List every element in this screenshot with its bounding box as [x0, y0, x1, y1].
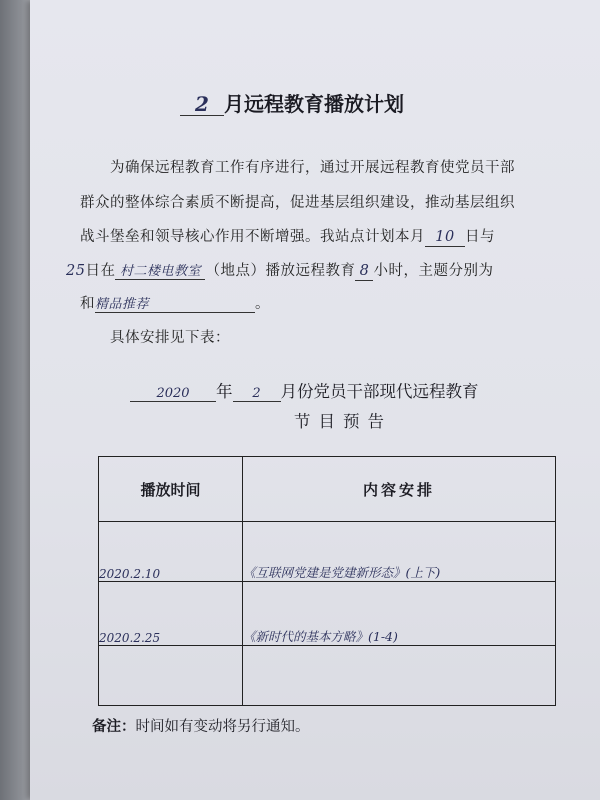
paragraph-line-6: 具体安排见下表：: [110, 330, 230, 346]
location-blank: 村二楼电教室: [115, 265, 205, 280]
date-start-blank: 10: [425, 230, 465, 247]
note-label: 备注：: [92, 719, 136, 735]
note-text: 时间如有变动将另行通知。: [135, 719, 310, 735]
subtitle-month-blank: 2: [233, 387, 281, 402]
paragraph-line-4: 25日在 村二楼电教室 （地点）播放远程教育 8 小时，主题分别为: [66, 263, 494, 279]
program-subtitle: 2020 年 2 月份党员干部现代远程教育: [130, 378, 479, 402]
program-subtitle-line-2: 节目预告: [294, 412, 392, 431]
hours-blank: 8: [355, 264, 373, 281]
date-end-handwritten: 25: [66, 263, 86, 279]
table-header-row: [99, 457, 556, 522]
title-text: 月远程教育播放计划: [224, 92, 404, 116]
table-row: [99, 646, 556, 706]
row-2-content: 《新时代的基本方略》(1-4): [243, 582, 556, 646]
paragraph-line-5: 和精品推荐 。: [80, 296, 270, 312]
title-month-blank: 2: [180, 93, 224, 116]
page-edge: [0, 0, 30, 800]
schedule-table: [98, 456, 556, 706]
row-3-content: [243, 646, 556, 706]
subtitle-year-blank: 2020: [130, 387, 216, 402]
paragraph-line-2: 群众的整体综合素质不断提高，促进基层组织建设，推动基层组织: [80, 195, 515, 211]
header-broadcast-time: 播放时间: [99, 457, 243, 522]
header-content: 内容安排: [243, 457, 556, 522]
table-row: [99, 522, 556, 582]
row-1-content: 《互联网党建是党建新形态》(上下): [243, 522, 556, 582]
footer-note: [92, 715, 310, 736]
table-row: [99, 582, 556, 646]
document-title: [180, 88, 404, 117]
row-3-time: [99, 646, 243, 706]
row-2-time: 2020.2.25: [99, 582, 243, 646]
theme-blank: 精品推荐: [95, 298, 255, 313]
row-1-time: 2020.2.10: [99, 522, 243, 582]
paragraph-line-1: 为确保远程教育工作有序进行，通过开展远程教育使党员干部: [110, 160, 515, 176]
document-page: [30, 0, 600, 800]
paragraph-line-3: 战斗堡垒和领导核心作用不断增强。我站点计划本月 10 日与: [80, 229, 495, 245]
